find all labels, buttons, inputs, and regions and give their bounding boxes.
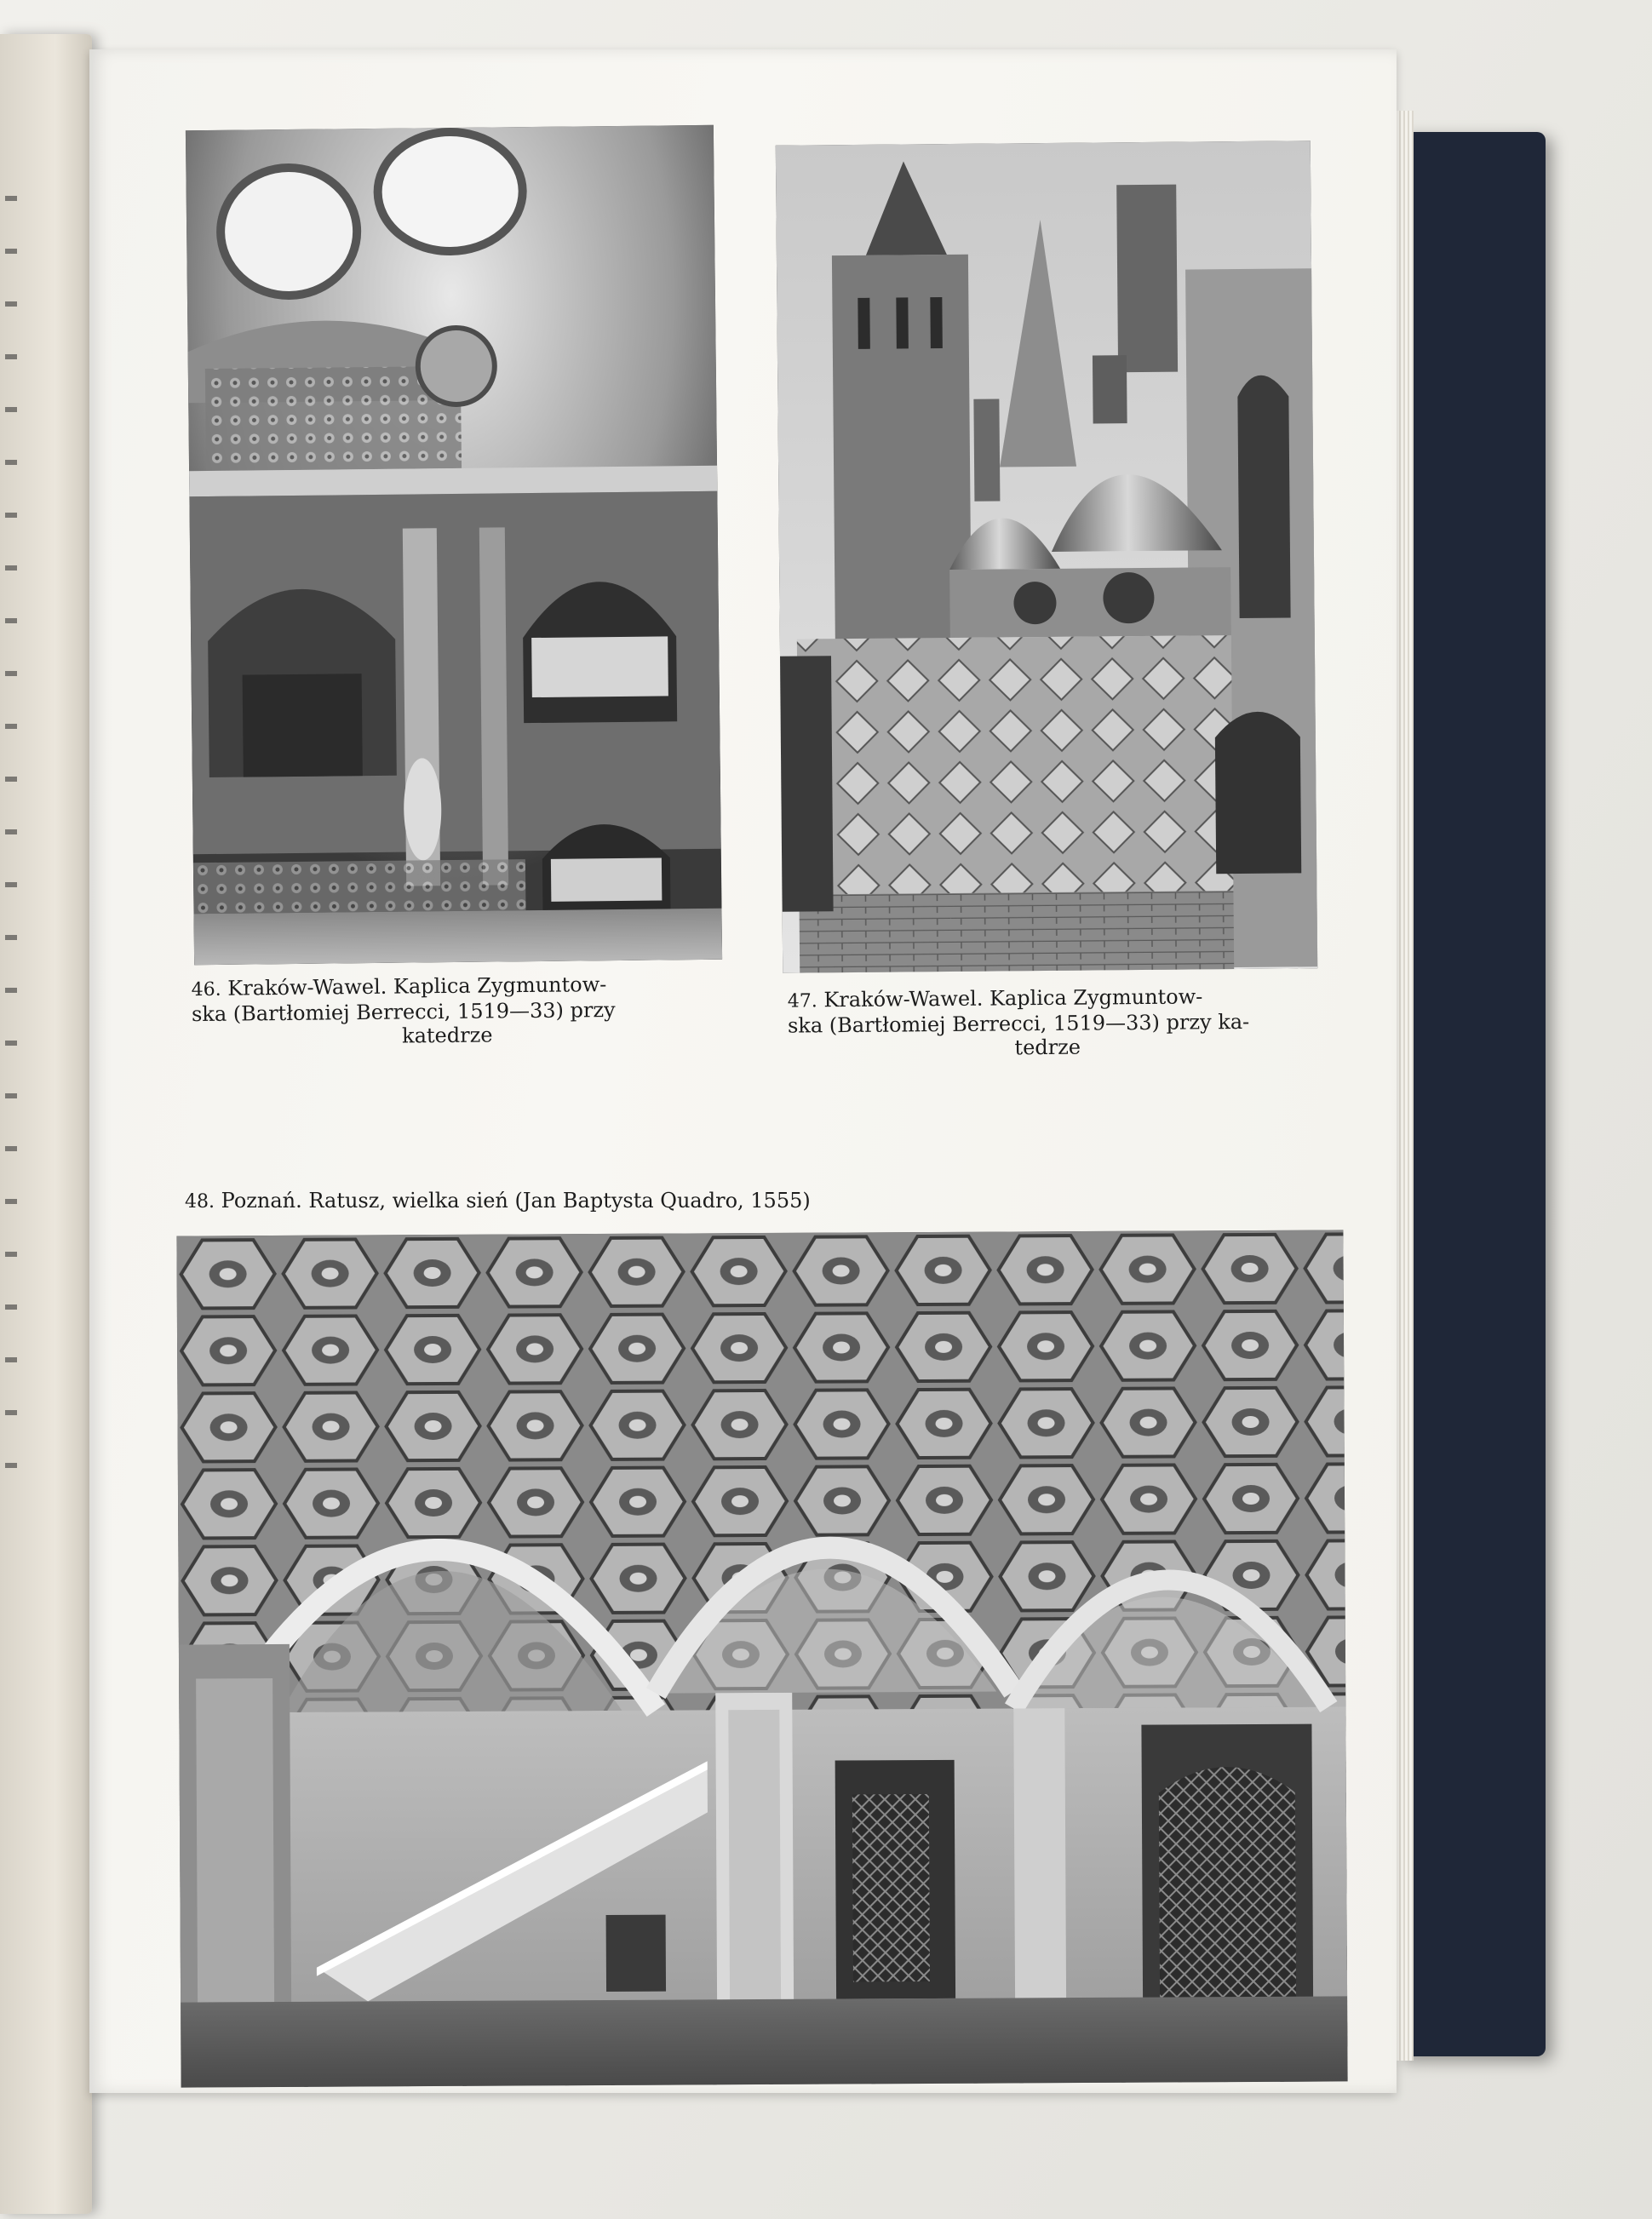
caption-46-line-2: ska (Bartłomiej Berrecci, 1519—33) przy <box>191 997 616 1027</box>
caption-48-text-1: Poznań. Ratusz, wielka sień (Jan Baptysta Quadro, 1555) <box>221 1189 811 1213</box>
caption-47-line-2: ska (Bartłomiej Berrecci, 1519—33) przy ka- <box>787 1009 1250 1038</box>
figure-47-number: 47. <box>787 990 817 1012</box>
book-cover <box>1397 132 1546 2056</box>
caption-47-text-1: Kraków-Wawel. Kaplica Zygmuntow- <box>823 984 1203 1012</box>
figure-47-photo <box>776 140 1317 972</box>
chapel-interior-image <box>186 125 722 965</box>
figure-46-number: 46. <box>191 978 221 1001</box>
figure-48-caption <box>185 1189 1036 1214</box>
caption-46-line-3: katedrze <box>401 1023 493 1048</box>
figure-48-photo <box>176 1230 1347 2087</box>
book-page <box>89 49 1397 2093</box>
figure-48-number: 48. <box>185 1191 215 1213</box>
chapel-exterior-image <box>776 140 1317 972</box>
town-hall-hall-image <box>176 1230 1347 2087</box>
figure-47-caption <box>788 983 1308 1061</box>
left-page-text-fragments <box>5 196 17 1473</box>
figure-46-caption <box>192 972 703 1050</box>
caption-47-line-3: tedrze <box>1014 1035 1081 1060</box>
left-page-edge <box>0 34 92 2214</box>
caption-46-text-1: Kraków-Wawel. Kaplica Zygmuntow- <box>227 972 607 1001</box>
caption-48-line-1 <box>185 1189 1036 1214</box>
figure-46-photo <box>186 125 722 965</box>
